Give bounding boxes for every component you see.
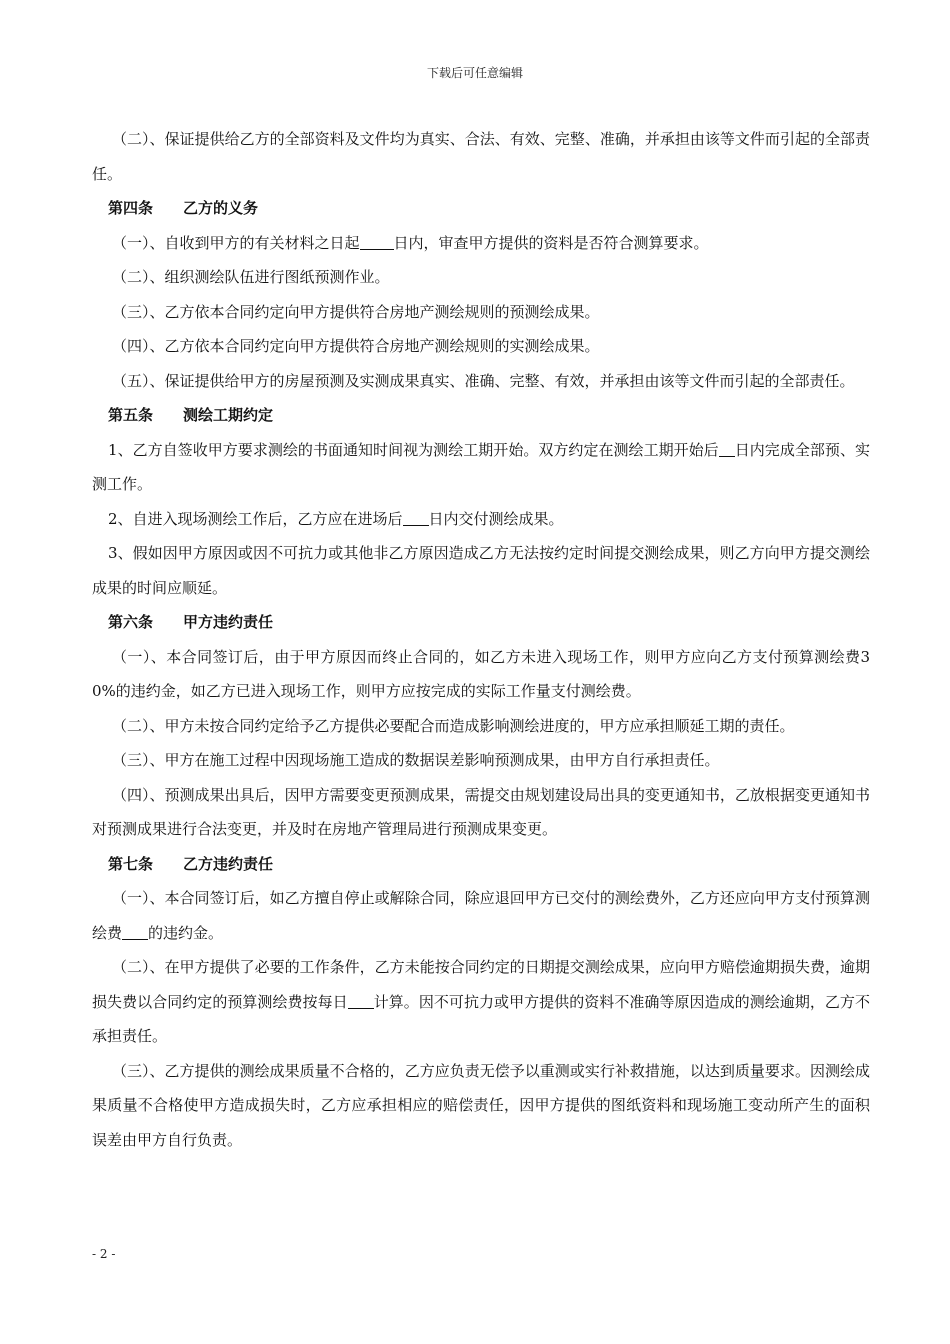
clause-4-3: （三）、乙方依本合同约定向甲方提供符合房地产测绘规则的预测绘成果。 bbox=[112, 302, 600, 321]
clause-text: 2、自进入现场测绘工作后，乙方应在进场后 bbox=[108, 509, 403, 528]
article-4-heading bbox=[92, 191, 870, 226]
clause-6-3: （三）、甲方在施工过程中因现场施工造成的数据误差影响预测成果，由甲方自行承担责任。 bbox=[112, 751, 720, 769]
article-number: 第六条 bbox=[108, 613, 154, 631]
clause-4-5: （五）、保证提供给甲方的房屋预测及实测成果真实、准确、完整、有效，并承担由该等文件而引起的全部责任。 bbox=[112, 371, 855, 390]
clause-text: （一）、本合同签订后，如乙方擅自停止或解除合同，除应退回甲方已交付的测绘费外，乙方还应向甲方支付预算测绘费 bbox=[92, 889, 870, 942]
article-number: 第五条 bbox=[108, 406, 154, 424]
article-number: 第四条 bbox=[108, 199, 154, 217]
clause-5-3: 3、假如因甲方原因或因不可抗力或其他非乙方原因造成乙方无法按约定时间提交测绘成果，则乙方向甲方提交测绘成果的时间应顺延。 bbox=[92, 544, 870, 597]
clause-7-1 bbox=[92, 881, 870, 950]
clause-4-2: （二）、组织测绘队伍进行图纸预测作业。 bbox=[112, 268, 390, 286]
fill-blank bbox=[719, 440, 735, 457]
clause-text: 日内，审查甲方提供的资料是否符合测算要求。 bbox=[393, 233, 709, 252]
clause-text: 日内交付测绘成果。 bbox=[428, 509, 564, 528]
clause-7-3: （三）、乙方提供的测绘成果质量不合格的，乙方应负责无偿予以重测或实行补救措施，以达到质量要求。因测绘成果质量不合格使甲方造成损失时，乙方应承担相应的赔偿责任，因甲方提供的图纸资料和现场施工变动所产生的面积误差由甲方自行负责。 bbox=[92, 1061, 870, 1149]
clause-6-2: （二）、甲方未按合同约定给予乙方提供必要配合而造成影响测绘进度的，甲方应承担顺延工期的责任。 bbox=[112, 716, 795, 735]
clause-5-1 bbox=[92, 433, 870, 502]
clause-4-1 bbox=[92, 226, 870, 261]
article-title: 甲方违约责任 bbox=[183, 613, 274, 631]
clause-text: 计算。因不可抗力或甲方提供的资料不准确等原因造成的测绘逾期，乙方不承担责任。 bbox=[92, 992, 870, 1045]
article-title: 乙方违约责任 bbox=[183, 854, 274, 873]
clause-text: 日内完成全部预、实测工作。 bbox=[92, 440, 870, 493]
article-5-heading bbox=[92, 398, 870, 433]
clause-text: （一）、自收到甲方的有关材料之日起 bbox=[112, 233, 360, 252]
page-header: 下载后可任意编辑 bbox=[426, 66, 523, 80]
clause-7-2 bbox=[92, 950, 870, 1054]
page-number: - 2 - bbox=[92, 1247, 116, 1261]
clause-4-4: （四）、乙方依本合同约定向甲方提供符合房地产测绘规则的实测绘成果。 bbox=[112, 337, 600, 355]
article-6-heading bbox=[92, 605, 870, 640]
clause-6-1: （一）、本合同签订后，由于甲方原因而终止合同的，如乙方未进入现场工作，则甲方应向乙方支付预算测绘费30%的违约金，如乙方已进入现场工作，则甲方应按完成的实际工作量支付测绘费。 bbox=[92, 647, 870, 700]
clause-text: 1、乙方自签收甲方要求测绘的书面通知时间视为测绘工期开始。双方约定在测绘工期开始后 bbox=[108, 440, 719, 459]
paragraph-2-2: （二）、保证提供给乙方的全部资料及文件均为真实、合法、有效、完整、准确，并承担由该等文件而引起的全部责任。 bbox=[92, 130, 870, 183]
fill-blank bbox=[403, 509, 429, 526]
clause-text: 的违约金。 bbox=[148, 923, 224, 942]
clause-text: （二）、在甲方提供了必要的工作条件，乙方未能按合同约定的日期提交测绘成果，应向甲方赔偿逾期损失费，逾期损失费以合同约定的预算测绘费按每日 bbox=[92, 958, 870, 1011]
article-title: 乙方的义务 bbox=[183, 199, 259, 217]
article-title: 测绘工期约定 bbox=[183, 406, 274, 424]
document-body bbox=[92, 122, 870, 1157]
fill-blank bbox=[360, 233, 394, 250]
clause-6-4: （四）、预测成果出具后，因甲方需要变更预测成果，需提交由规划建设局出具的变更通知书，乙放根据变更通知书对预测成果进行合法变更，并及时在房地产管理局进行预测成果变更。 bbox=[92, 785, 870, 838]
fill-blank bbox=[348, 992, 374, 1009]
article-7-heading bbox=[92, 847, 870, 882]
fill-blank bbox=[122, 923, 148, 940]
clause-5-2 bbox=[92, 502, 870, 537]
article-number: 第七条 bbox=[108, 854, 154, 873]
